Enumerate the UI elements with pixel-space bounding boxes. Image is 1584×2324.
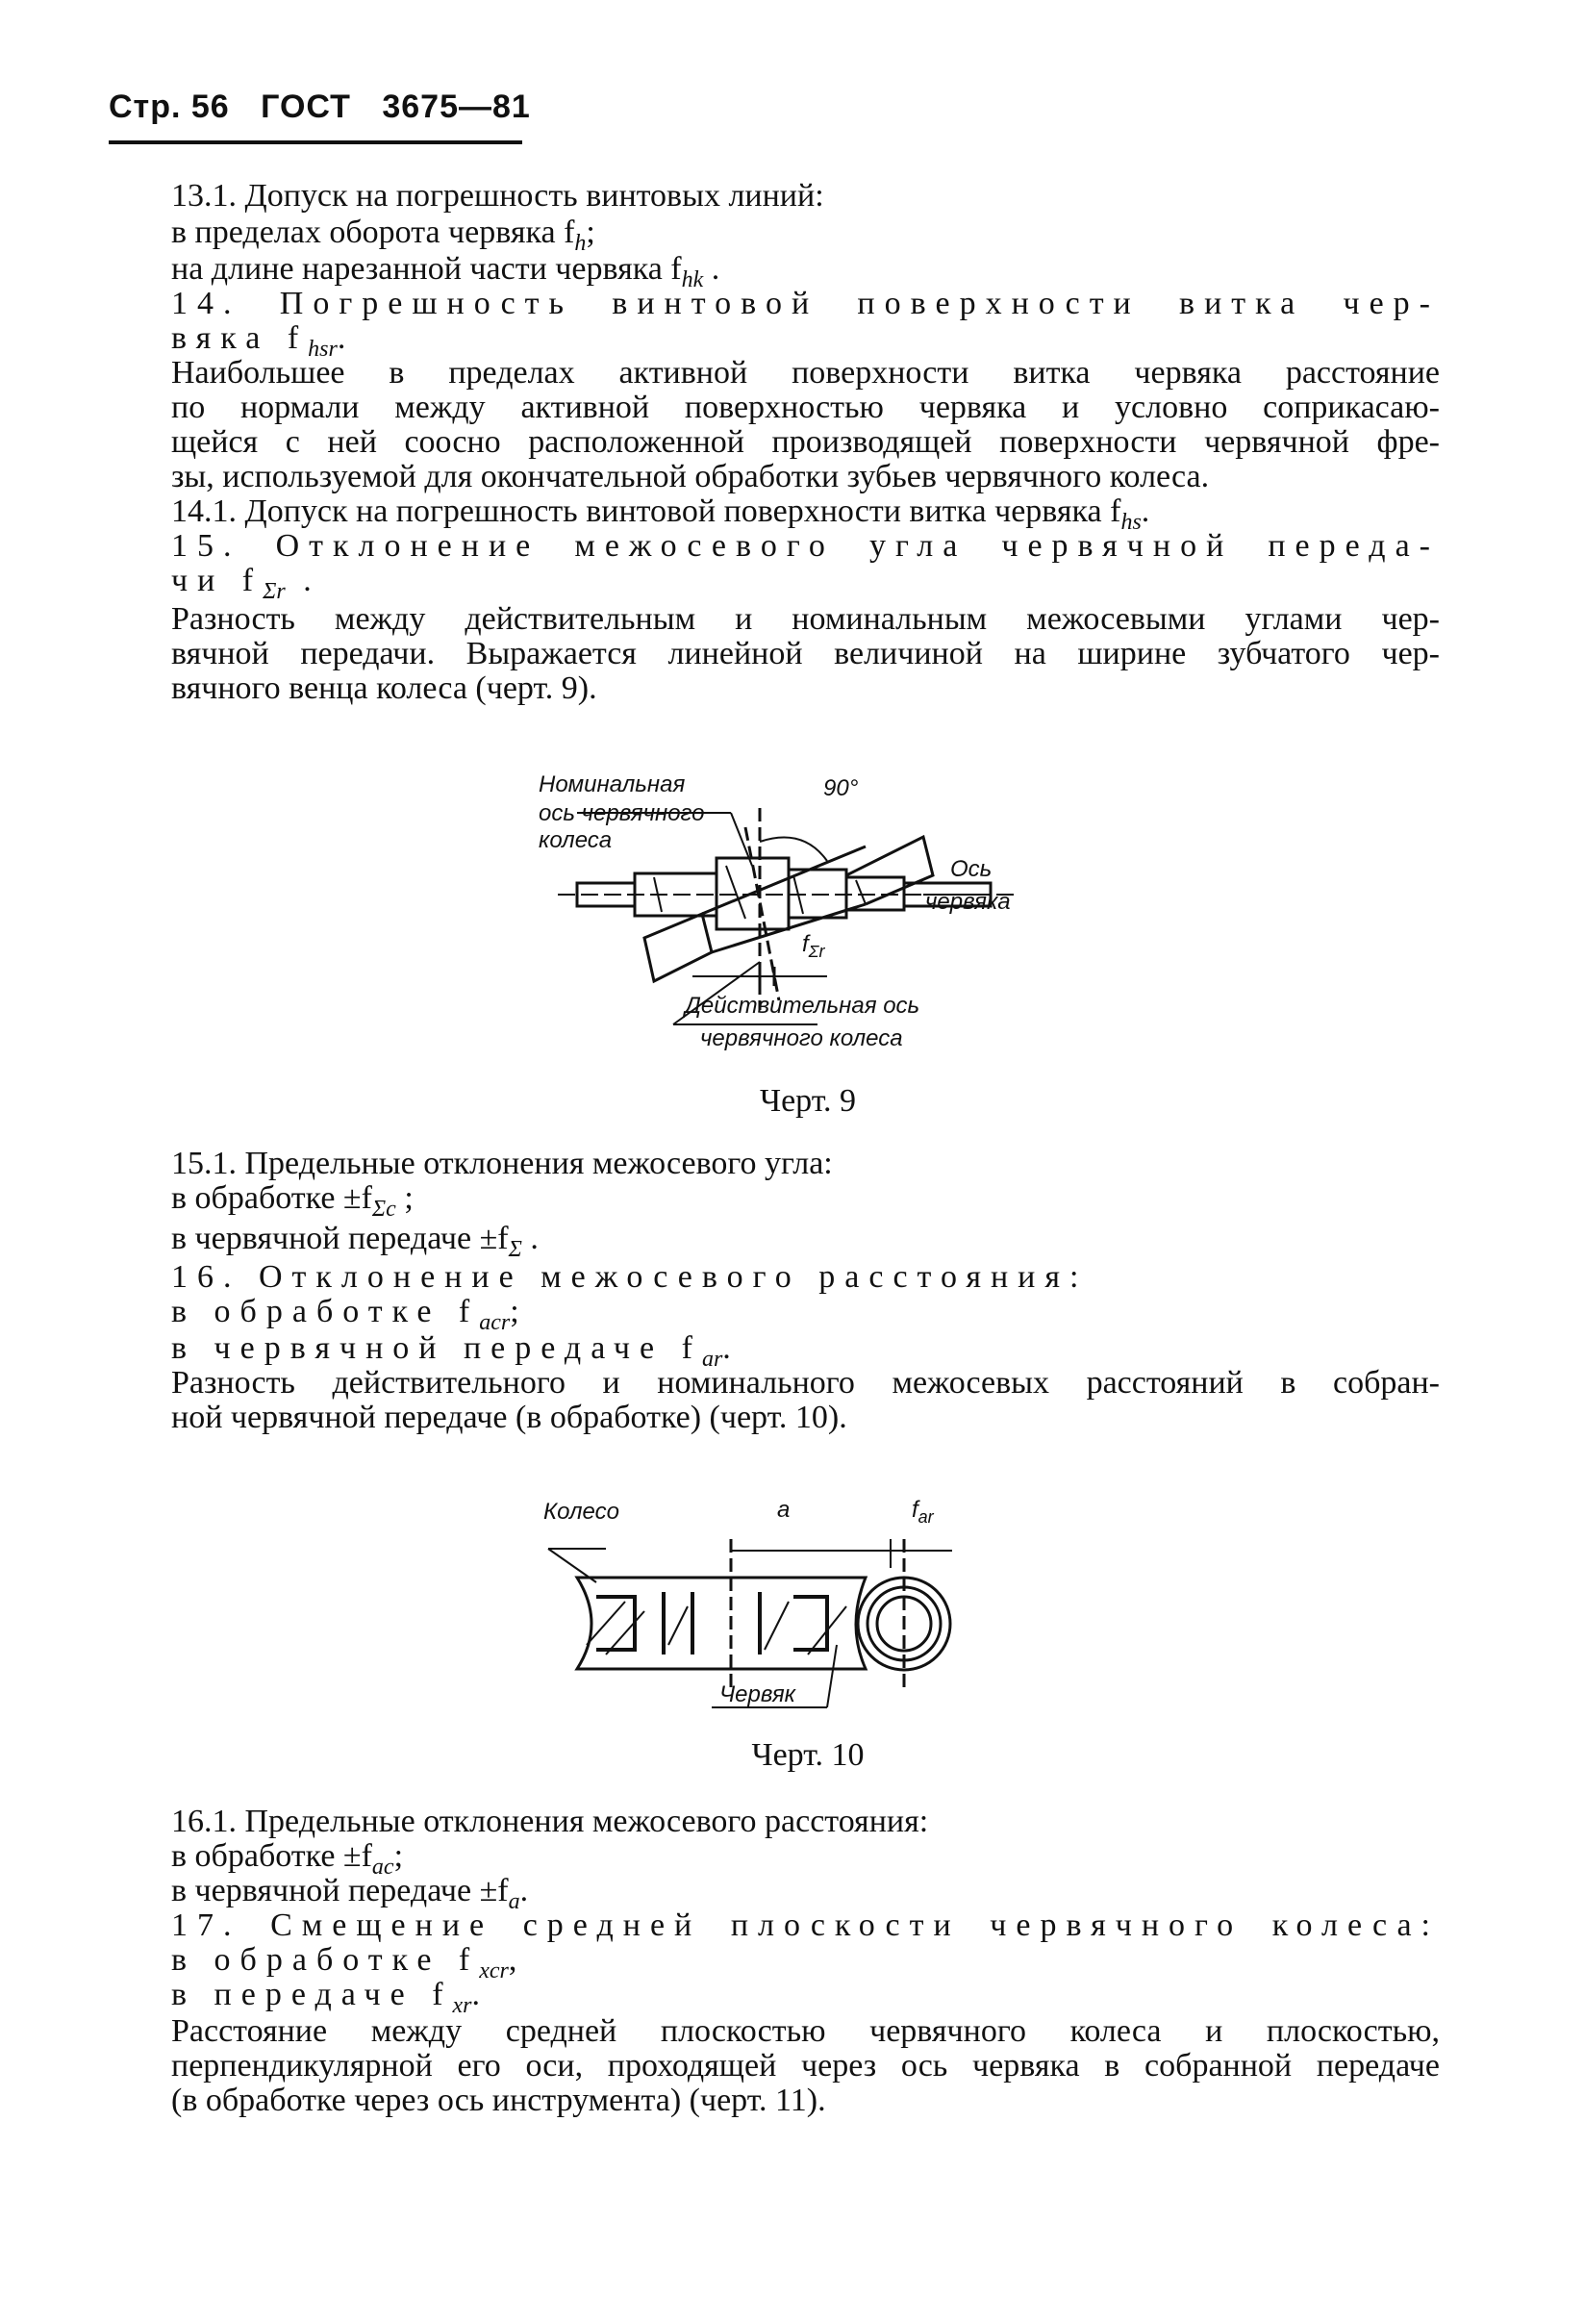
para-15-1b: в червячной передаче $\pm f_\Sigma$ . xyxy=(171,1221,539,1262)
para-16-b: в обработке $f_{acr}$; xyxy=(171,1294,529,1335)
fig9-label-actual: Действительная ось xyxy=(685,993,920,1019)
fig10-label-wheel: Колесо xyxy=(543,1499,619,1525)
para-14-def-4: зы, используемой для окончательной обработки зубьев червячного колеса. xyxy=(171,459,1210,494)
header-rule xyxy=(109,140,522,144)
para-13-1: 13.1. Допуск на погрешность винтовых линий: xyxy=(171,178,824,214)
para-14-def-3: щейся с ней соосно расположенной производящей поверхности червячной фре- xyxy=(171,424,1440,460)
standard-number: 3675—81 xyxy=(382,88,531,125)
para-16-def-1: Разность действительного и номинального межосевых расстояний в собран- xyxy=(171,1365,1440,1401)
fig10-label-worm: Червяк xyxy=(719,1681,796,1707)
para-15-1a: в обработке $\pm f_{\Sigma c}$ ; xyxy=(171,1180,414,1222)
para-16-1a: в обработке $\pm f_{ac}$; xyxy=(171,1838,404,1880)
para-14-symbol: вяка $f_{hsr}$. xyxy=(171,320,356,362)
fig9-label-worm-axis-2: червяка xyxy=(925,889,1011,915)
para-16-1: 16.1. Предельные отклонения межосевого расстояния: xyxy=(171,1804,929,1839)
para-15-1: 15.1. Предельные отклонения межосевого угла: xyxy=(171,1146,833,1181)
fig9-label-nominal-2: ось червячного xyxy=(539,800,705,826)
para-14-def-1: Наибольшее в пределах активной поверхности витка червяка расстояние xyxy=(171,355,1440,391)
fig10-label-far: $f_{ar}$ xyxy=(912,1497,934,1527)
para-17-def-1: Расстояние между средней плоскостью червячного колеса и плоскостью, xyxy=(171,2013,1440,2049)
para-17-b: в обработке $f_{xcr}$, xyxy=(171,1942,527,1983)
standard-name: ГОСТ xyxy=(261,88,351,125)
figure-9-caption: Черт. 9 xyxy=(759,1083,857,1119)
para-15-def-1: Разность между действительным и номинальным межосевыми углами чер- xyxy=(171,601,1440,637)
para-14-1: 14.1. Допуск на погрешность винтовой поверхности витка червяка $f_{hs}$. xyxy=(171,493,1150,535)
fig9-label-angle: 90° xyxy=(823,775,859,801)
para-17-title: 17. Смещение средней плоскости червячного колеса: xyxy=(171,1907,1440,1943)
para-15-title: 15. Отклонение межосевого угла червячной переда- xyxy=(171,528,1440,564)
fig10-label-a: a xyxy=(777,1497,791,1523)
para-16-c: в червячной передаче $f_{ar}$. xyxy=(171,1330,741,1372)
figure-10-caption: Черт. 10 xyxy=(751,1737,865,1773)
para-15-def-2: вячной передачи. Выражается линейной величиной на ширине зубчатого чер- xyxy=(171,636,1440,671)
page-number: Стр. 56 xyxy=(109,88,230,125)
para-17-def-2: перпендикулярной его оси, проходящей через ось червяка в собранной передаче xyxy=(171,2048,1440,2084)
para-16-def-2: ной червячной передаче (в обработке) (черт. 10). xyxy=(171,1400,847,1435)
para-14-def-2: по нормали между активной поверхностью червяка и условно соприкасаю- xyxy=(171,390,1440,425)
fig9-label-nominal: Номинальная xyxy=(539,771,686,797)
para-17-def-3: (в обработке через ось инструмента) (черт. 11). xyxy=(171,2083,826,2118)
fig9-label-worm-axis: Ось xyxy=(950,856,993,882)
para-16-title: 16. Отклонение межосевого расстояния: xyxy=(171,1259,1089,1295)
fig9-label-nominal-3: колеса xyxy=(539,827,613,853)
para-16-1b: в червячной передаче $\pm f_a$. xyxy=(171,1873,529,1914)
page-header xyxy=(109,88,552,126)
para-13-1a: в пределах оборота червяка $f_h$; xyxy=(171,215,595,256)
fig9-label-f: $f_{\Sigma r}$ xyxy=(802,931,825,961)
para-13-1b: на длине нарезанной части червяка $f_{hk}$ . xyxy=(171,251,720,292)
fig9-label-actual-2: червячного колеса xyxy=(700,1025,903,1051)
para-15-symbol: чи $f_{\Sigma r}$ . xyxy=(171,563,321,604)
para-15-def-3: вячного венца колеса (черт. 9). xyxy=(171,670,597,706)
para-17-c: в передаче $f_{xr}$. xyxy=(171,1977,490,2018)
para-14-title: 14. Погрешность винтовой поверхности витка чер- xyxy=(171,286,1440,321)
